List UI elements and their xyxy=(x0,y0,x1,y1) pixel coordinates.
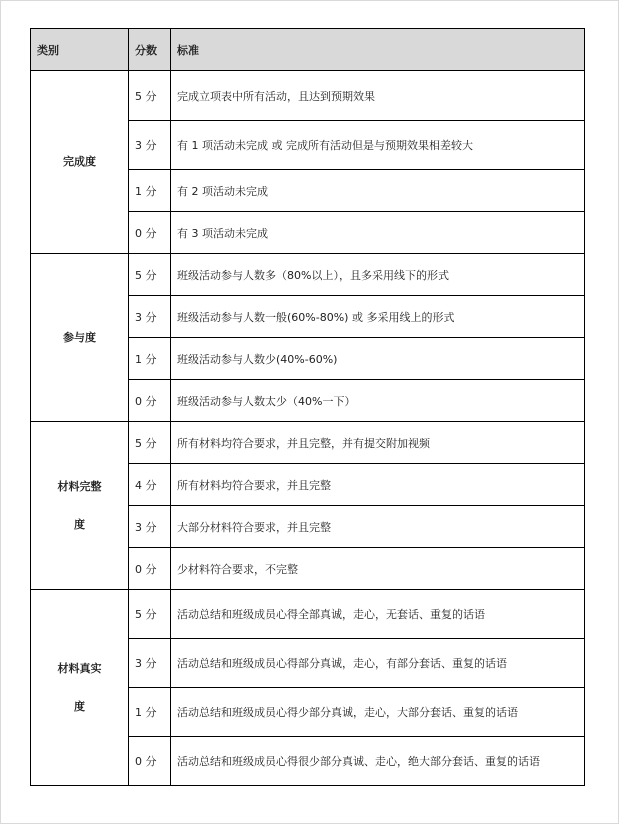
category-label: 参与度 xyxy=(63,330,96,344)
score-cell: 0 分 xyxy=(129,212,171,254)
standard-cell: 有 3 项活动未完成 xyxy=(171,212,585,254)
standard-cell: 活动总结和班级成员心得全部真诚，走心，无套话、重复的话语 xyxy=(171,590,585,639)
scoring-table xyxy=(30,28,585,786)
category-label: 材料真实 xyxy=(57,661,102,675)
table-body xyxy=(31,71,585,786)
standard-cell: 班级活动参与人数多（80%以上），且多采用线下的形式 xyxy=(171,254,585,296)
header-row xyxy=(31,29,585,71)
header-category: 类别 xyxy=(31,29,129,71)
table-row xyxy=(31,254,585,296)
standard-cell: 有 2 项活动未完成 xyxy=(171,170,585,212)
score-cell: 0 分 xyxy=(129,548,171,590)
score-cell: 3 分 xyxy=(129,506,171,548)
standard-cell: 大部分材料符合要求，并且完整 xyxy=(171,506,585,548)
score-cell: 5 分 xyxy=(129,71,171,121)
table-row xyxy=(31,590,585,639)
standard-cell: 完成立项表中所有活动，且达到预期效果 xyxy=(171,71,585,121)
standard-cell: 班级活动参与人数一般(60%-80%) 或 多采用线上的形式 xyxy=(171,296,585,338)
score-cell: 3 分 xyxy=(129,121,171,170)
table-row xyxy=(31,422,585,464)
standard-cell: 所有材料均符合要求，并且完整，并有提交附加视频 xyxy=(171,422,585,464)
header-score: 分数 xyxy=(129,29,171,71)
score-cell: 3 分 xyxy=(129,639,171,688)
category-label: 度 xyxy=(74,517,85,531)
score-cell: 1 分 xyxy=(129,170,171,212)
standard-cell: 活动总结和班级成员心得部分真诚，走心，有部分套话、重复的话语 xyxy=(171,639,585,688)
standard-cell: 有 1 项活动未完成 或 完成所有活动但是与预期效果相差较大 xyxy=(171,121,585,170)
category-cell xyxy=(31,590,129,786)
score-cell: 1 分 xyxy=(129,338,171,380)
header-standard: 标准 xyxy=(171,29,585,71)
standard-cell: 活动总结和班级成员心得少部分真诚，走心，大部分套话、重复的话语 xyxy=(171,688,585,737)
category-label: 完成度 xyxy=(63,155,96,168)
standard-cell: 少材料符合要求，不完整 xyxy=(171,548,585,590)
standard-cell: 班级活动参与人数太少（40%一下） xyxy=(171,380,585,422)
score-cell: 1 分 xyxy=(129,688,171,737)
category-cell xyxy=(31,254,129,422)
category-label: 材料完整 xyxy=(57,479,102,493)
standard-cell: 活动总结和班级成员心得很少部分真诚、走心，绝大部分套话、重复的话语 xyxy=(171,737,585,786)
score-cell: 4 分 xyxy=(129,464,171,506)
score-cell: 0 分 xyxy=(129,737,171,786)
category-cell xyxy=(31,71,129,254)
score-cell: 5 分 xyxy=(129,422,171,464)
standard-cell: 所有材料均符合要求，并且完整 xyxy=(171,464,585,506)
score-cell: 5 分 xyxy=(129,590,171,639)
score-cell: 3 分 xyxy=(129,296,171,338)
category-label: 度 xyxy=(74,699,85,713)
score-cell: 0 分 xyxy=(129,380,171,422)
standard-cell: 班级活动参与人数少(40%-60%) xyxy=(171,338,585,380)
table-row xyxy=(31,71,585,121)
category-cell xyxy=(31,422,129,590)
score-cell: 5 分 xyxy=(129,254,171,296)
